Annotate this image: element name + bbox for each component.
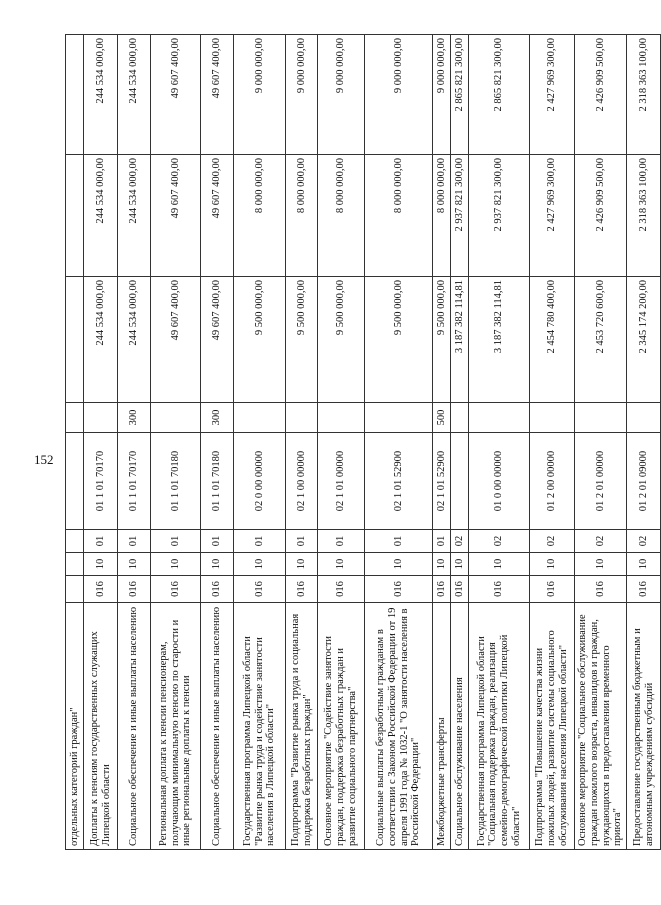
table-cell-expense-type [151,403,201,433]
table-body [66,35,661,850]
table-cell-expense-type [286,403,318,433]
table-cell-expense-type [365,403,433,433]
table-cell-subsection: 01 [433,530,451,553]
table-cell-amount-year3: 2 426 909 500,00 [575,35,627,155]
table-cell-section: 10 [365,553,433,576]
table-cell-subsection: 01 [318,530,365,553]
table-cell-ministry: 016 [433,576,451,603]
table-cell-amount-year1: 244 534 000,00 [84,277,118,403]
page-number: 152 [34,452,54,467]
table-cell-amount-year1: 49 607 400,00 [201,277,234,403]
table-cell-subsection: 01 [151,530,201,553]
table-cell-subsection: 01 [365,530,433,553]
table-cell-amount-year3: 49 607 400,00 [151,35,201,155]
table-cell-name: Социальное обеспечение и иные выплаты населению [118,603,151,850]
table-cell-amount-year1: 3 187 382 114,81 [469,277,530,403]
table-cell-amount-year3: 244 534 000,00 [118,35,151,155]
table-cell-amount-year1: 9 500 000,00 [234,277,286,403]
table-cell-section [66,553,84,576]
table-cell-ministry: 016 [286,576,318,603]
table-cell-subsection: 01 [118,530,151,553]
table-cell-amount-year2: 244 534 000,00 [84,155,118,277]
table-cell-amount-year2: 8 000 000,00 [234,155,286,277]
table-cell-amount-year2: 8 000 000,00 [433,155,451,277]
table-cell-amount-year2: 2 318 363 100,00 [627,155,661,277]
table-cell-amount-year3: 244 534 000,00 [84,35,118,155]
table-cell-subsection: 02 [627,530,661,553]
table-cell-expense-type: 500 [433,403,451,433]
table-cell-target: 02 1 01 52900 [365,433,433,530]
table-cell-ministry: 016 [469,576,530,603]
table-cell-target [66,433,84,530]
table-cell-amount-year2: 2 427 969 300,00 [530,155,575,277]
table-cell-name: Государственная программа Липецкой области "Социальная поддержка граждан, реализация семейно-демографической политики Липецкой области" [469,603,530,850]
table-cell-section: 10 [118,553,151,576]
table-cell-amount-year1: 49 607 400,00 [151,277,201,403]
table-cell-expense-type [627,403,661,433]
table-cell-name: Доплаты к пенсиям государственных служащих Липецкой области [84,603,118,850]
table-cell-name: Основное мероприятие "Содействие занятости граждан, поддержка безработных граждан и развитие социального партнерства" [318,603,365,850]
table-cell-amount-year1: 9 500 000,00 [286,277,318,403]
table-cell-expense-type [234,403,286,433]
table-cell-amount-year3: 2 865 821 300,00 [451,35,469,155]
table-cell-section: 10 [84,553,118,576]
table-cell-name: Межбюджетные трансферты [433,603,451,850]
table-cell-ministry: 016 [365,576,433,603]
table-row [66,35,84,850]
table-cell-target: 01 2 01 09000 [627,433,661,530]
table-row [286,35,318,850]
table-cell-section: 10 [318,553,365,576]
table-cell-ministry: 016 [451,576,469,603]
table-cell-amount-year3: 49 607 400,00 [201,35,234,155]
table-cell-ministry: 016 [201,576,234,603]
table-cell-name: Социальные выплаты безработным гражданам в соответствии с Законом Российской Федерации от 19 апреля 1991 года № 1032-1 "О занятости населения в Российской Федерации" [365,603,433,850]
table-cell-amount-year1: 2 345 174 200,00 [627,277,661,403]
table-cell-name: Государственная программа Липецкой области "Развитие рынка труда и содействие занятости населения в Липецкой области" [234,603,286,850]
table-cell-name: Подпрограмма "Развитие рынка труда и социальная поддержка безработных граждан" [286,603,318,850]
table-cell-section: 10 [234,553,286,576]
table-cell-subsection: 01 [234,530,286,553]
table-cell-amount-year3: 2 318 363 100,00 [627,35,661,155]
table-cell-amount-year3: 2 865 821 300,00 [469,35,530,155]
table-cell-amount-year2: 8 000 000,00 [318,155,365,277]
table-cell-subsection [66,530,84,553]
rotated-table-wrapper [65,35,655,850]
table-cell-amount-year1: 2 454 780 400,00 [530,277,575,403]
table-cell-section: 10 [433,553,451,576]
table-cell-target: 02 1 00 00000 [286,433,318,530]
table-cell-expense-type [84,403,118,433]
table-cell-name: Подпрограмма "Повышение качества жизни пожилых людей, развитие системы социального обслуживания населения Липецкой области" [530,603,575,850]
table-cell-ministry: 016 [84,576,118,603]
table-cell-amount-year2: 49 607 400,00 [201,155,234,277]
table-cell-target: 02 0 00 00000 [234,433,286,530]
table-cell-amount-year2: 244 534 000,00 [118,155,151,277]
table-cell-amount-year1: 244 534 000,00 [118,277,151,403]
table-cell-expense-type [530,403,575,433]
table-cell-ministry: 016 [151,576,201,603]
table-cell-amount-year2: 2 426 909 500,00 [575,155,627,277]
table-cell-ministry: 016 [530,576,575,603]
table-cell-target [451,433,469,530]
table-cell-amount-year2: 2 937 821 300,00 [451,155,469,277]
table-cell-section: 10 [530,553,575,576]
table-cell-section: 10 [575,553,627,576]
table-cell-expense-type: 300 [118,403,151,433]
table-cell-amount-year1: 9 500 000,00 [433,277,451,403]
budget-table [65,34,661,850]
table-cell-target: 01 1 01 70170 [84,433,118,530]
table-cell-amount-year3: 2 427 969 300,00 [530,35,575,155]
table-row [575,35,627,850]
table-cell-section: 10 [469,553,530,576]
table-row [151,35,201,850]
table-cell-subsection: 01 [84,530,118,553]
table-cell-subsection: 01 [201,530,234,553]
table-cell-section: 10 [451,553,469,576]
table-row [84,35,118,850]
table-cell-amount-year2: 2 937 821 300,00 [469,155,530,277]
table-cell-amount-year3 [66,35,84,155]
table-cell-expense-type [469,403,530,433]
table-cell-target: 01 0 00 00000 [469,433,530,530]
table-row [318,35,365,850]
table-cell-expense-type [575,403,627,433]
table-cell-amount-year1: 9 500 000,00 [318,277,365,403]
table-row [627,35,661,850]
table-cell-ministry [66,576,84,603]
table-row [469,35,530,850]
table-cell-section: 10 [151,553,201,576]
table-cell-amount-year1: 2 453 720 600,00 [575,277,627,403]
table-row [451,35,469,850]
table-cell-amount-year3: 9 000 000,00 [318,35,365,155]
table-cell-name: Основное мероприятие "Социальное обслуживание граждан пожилого возраста, инвалидов и граждан, нуждающихся в предоставлении временного приюта" [575,603,627,850]
rotated-table-frame [65,35,655,850]
table-cell-expense-type: 300 [201,403,234,433]
table-cell-subsection: 02 [451,530,469,553]
table-row [118,35,151,850]
table-row [201,35,234,850]
table-cell-amount-year2 [66,155,84,277]
table-cell-subsection: 01 [286,530,318,553]
table-cell-subsection: 02 [575,530,627,553]
table-cell-target: 01 2 00 00000 [530,433,575,530]
table-row [530,35,575,850]
table-cell-amount-year1 [66,277,84,403]
table-cell-amount-year2: 49 607 400,00 [151,155,201,277]
table-cell-amount-year2: 8 000 000,00 [286,155,318,277]
table-cell-name: Предоставление государственным бюджетным и автономным учреждениям субсидий [627,603,661,850]
table-cell-amount-year1: 3 187 382 114,81 [451,277,469,403]
table-cell-target: 01 1 01 70180 [201,433,234,530]
table-cell-amount-year2: 8 000 000,00 [365,155,433,277]
table-cell-name: Социальное обслуживание населения [451,603,469,850]
table-cell-expense-type [451,403,469,433]
table-cell-section: 10 [627,553,661,576]
table-cell-target: 01 1 01 70170 [118,433,151,530]
table-cell-ministry: 016 [118,576,151,603]
table-cell-amount-year3: 9 000 000,00 [286,35,318,155]
table-row [433,35,451,850]
table-row [234,35,286,850]
table-cell-ministry: 016 [318,576,365,603]
table-cell-subsection: 02 [530,530,575,553]
table-cell-expense-type [318,403,365,433]
table-cell-target: 01 2 01 00000 [575,433,627,530]
table-cell-ministry: 016 [627,576,661,603]
table-cell-name: Социальное обеспечение и иные выплаты населению [201,603,234,850]
table-cell-subsection: 02 [469,530,530,553]
table-cell-amount-year3: 9 000 000,00 [433,35,451,155]
table-cell-amount-year3: 9 000 000,00 [365,35,433,155]
table-row [365,35,433,850]
table-cell-amount-year3: 9 000 000,00 [234,35,286,155]
table-cell-name: отдельных категорий граждан" [66,603,84,850]
table-cell-name: Региональная доплата к пенсии пенсионерам, получающим минимальную пенсию по старости и иные региональные доплаты к пенсии [151,603,201,850]
table-cell-section: 10 [286,553,318,576]
table-cell-ministry: 016 [575,576,627,603]
table-cell-target: 01 1 01 70180 [151,433,201,530]
table-cell-target: 02 1 01 52900 [433,433,451,530]
table-cell-expense-type [66,403,84,433]
table-cell-target: 02 1 01 00000 [318,433,365,530]
table-cell-ministry: 016 [234,576,286,603]
table-cell-section: 10 [201,553,234,576]
table-cell-amount-year1: 9 500 000,00 [365,277,433,403]
